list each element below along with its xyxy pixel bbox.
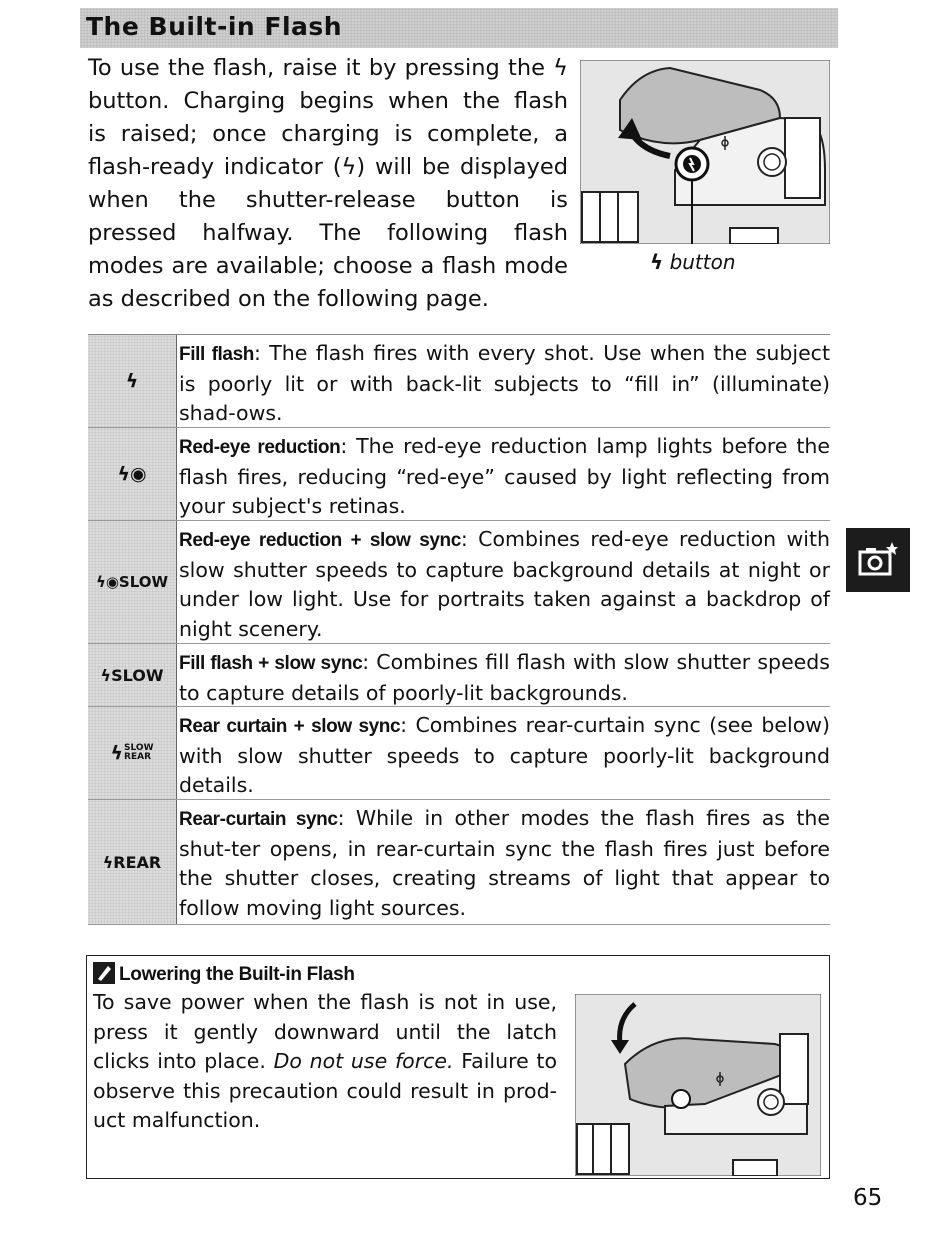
mode-text: : Combines fill flash with slow shutter speeds to capture details of poorly-lit backgrounds. (179, 650, 830, 705)
mode-text: : Combines rear-curtain sync (see below) with slow shutter speeds to capture poorly-lit background details. (179, 713, 831, 797)
mode-name: Rear-curtain sync (179, 809, 338, 830)
mode-text: : The red-eye reduction lamp lights before the flash fires, reducing “red-eye” caused by light reflecting from your subject's retinas. (179, 434, 830, 518)
rear-curtain-slow-sync-icon (88, 707, 177, 799)
camera-flash-lowering-illustration (575, 994, 821, 1176)
mode-text: : While in other modes the flash fires as the shut-ter opens, in rear-curtain sync the flash fires just before the shutter closes, creating streams of light that appear to follow moving light sources. (179, 806, 830, 920)
red-eye-slow-sync-icon: ϟ◉SLOW (88, 521, 177, 643)
rear-curtain-sync-icon: ϟREAR (88, 800, 177, 924)
intro-line: when the shutter-release button is (88, 187, 568, 213)
intro-line: To use the flash, raise it by pressing the ϟ (88, 55, 568, 81)
mode-description (177, 707, 830, 799)
note-text-part: To save power when the flash is not in use, press it gently downward until the latch clicks into place. (93, 990, 557, 1073)
flash-bolt-icon: ϟ (110, 742, 124, 764)
mode-row-red-eye-slow (88, 521, 830, 644)
flash-modes-table (88, 334, 830, 925)
mode-row-fill-slow (88, 644, 830, 707)
camera-flash-raised-illustration (580, 60, 830, 244)
slow-rear-label (124, 744, 153, 762)
shooting-section-tab (846, 528, 910, 592)
intro-line: is raised; once charging is complete, a (88, 121, 568, 147)
mode-name: Red-eye reduction (179, 437, 341, 458)
mode-name: Fill flash + slow sync (179, 653, 363, 674)
intro-line: pressed halfway. The following flash (88, 220, 568, 246)
note-title-text: Lowering the Built-in Flash (119, 964, 355, 985)
intro-line: as described on the following page. (88, 286, 489, 312)
note-emphasis: Do not use force. (273, 1049, 454, 1073)
mode-row-fill-flash (88, 335, 830, 428)
fill-flash-icon: ϟ (88, 335, 177, 427)
mode-description (177, 335, 830, 427)
mode-text: : Combines red-eye reduction with slow shutter speeds to capture background details at night or under low light. Use for portraits taken against a backdrop of night scenery. (179, 527, 830, 641)
flash-button-caption (650, 250, 736, 274)
slow-label: SLOW (124, 743, 154, 753)
mode-description (177, 428, 830, 520)
mode-row-rear-slow (88, 707, 830, 800)
rear-label: REAR (124, 752, 152, 762)
note-pencil-icon (93, 962, 115, 984)
mode-description (177, 521, 830, 643)
fill-slow-sync-icon: ϟSLOW (88, 644, 177, 706)
camera-icon (858, 542, 898, 578)
mode-name: Rear curtain + slow sync (179, 716, 401, 737)
page-number: 65 (853, 1185, 883, 1211)
section-title-bar (80, 8, 838, 48)
flash-bolt-icon: ϟ (650, 250, 664, 274)
mode-row-red-eye (88, 428, 830, 521)
mode-text: : The flash fires with every shot. Use when the subject is poorly lit or with back-lit subjects to “fill in” (illuminate) shad-ows. (179, 341, 830, 425)
mode-name: Red-eye reduction + slow sync (179, 530, 461, 551)
intro-line: button. Charging begins when the flash (88, 88, 568, 114)
mode-description (177, 800, 830, 924)
intro-line: flash-ready indicator (ϟ) will be displayed (88, 154, 568, 180)
intro-line: modes are available; choose a flash mode (88, 253, 568, 279)
caption-text: button (669, 250, 736, 274)
note-text-part: Failure to observe this precaution could result in prod-uct malfunction. (93, 1049, 557, 1132)
note-text (93, 988, 557, 1136)
mode-name: Fill flash (179, 344, 254, 365)
mode-description (177, 644, 830, 706)
intro-paragraph (88, 52, 568, 283)
red-eye-reduction-icon: ϟ◉ (88, 428, 177, 520)
page-title: The Built-in Flash (86, 12, 343, 41)
mode-row-rear-curtain (88, 800, 830, 925)
lowering-flash-note (86, 955, 830, 1179)
note-title (93, 962, 355, 986)
